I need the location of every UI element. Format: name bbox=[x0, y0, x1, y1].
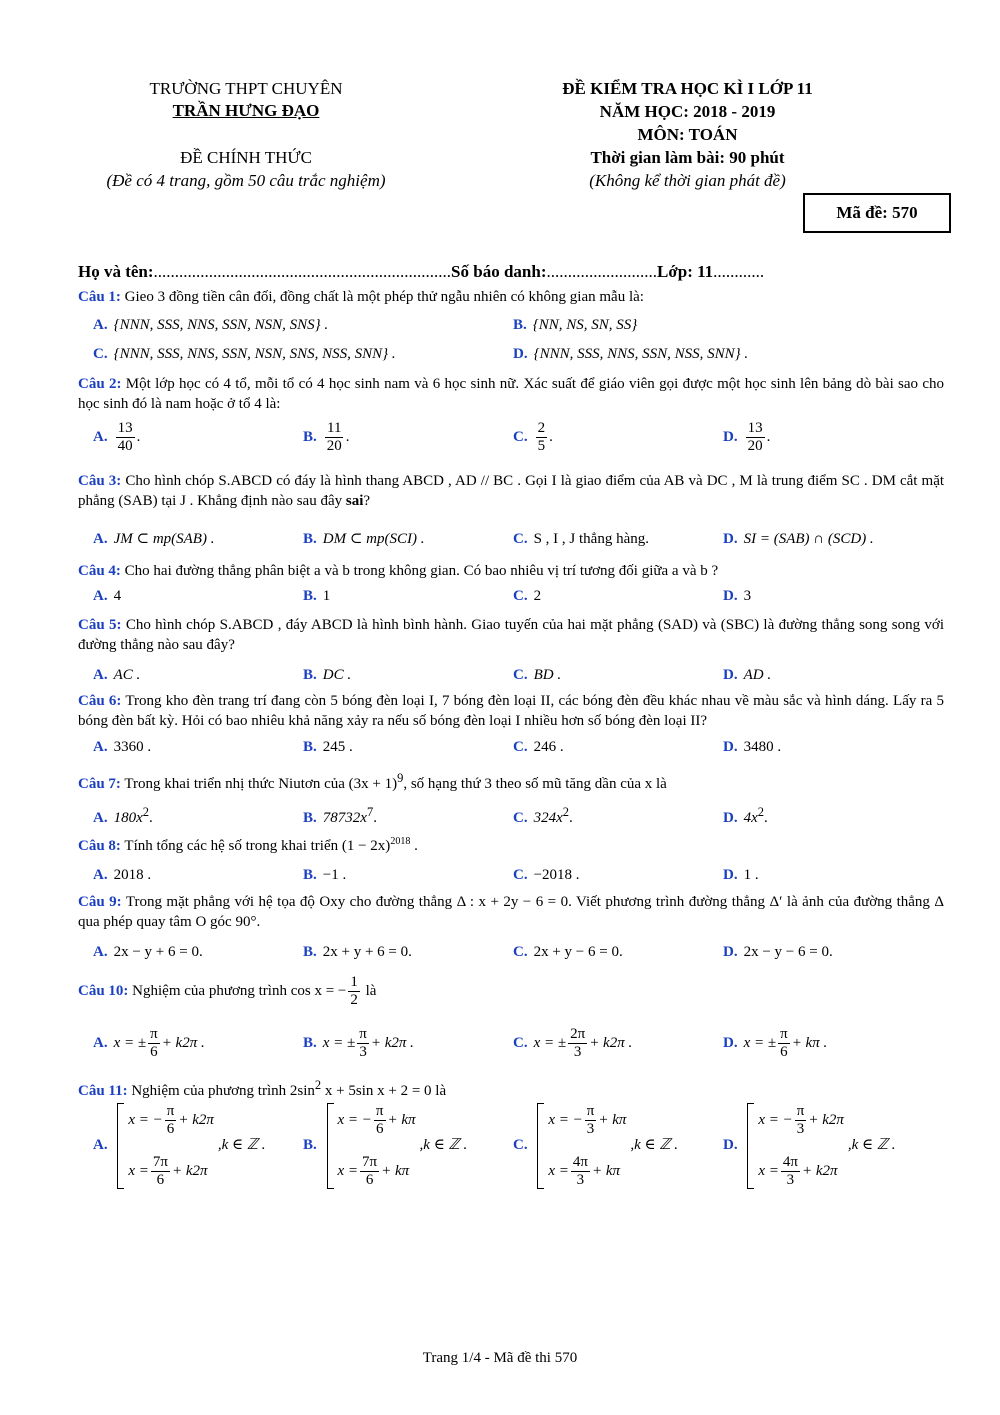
question-text: Cho hình chóp S.ABCD có đáy là hình thang ABCD , AD // BC . Gọi I là giao điểm của AB và DC , M là trung điểm SC . DM cắt mặt phẳng (SAB) tại J . Khẳng định nào sau đây bbox=[78, 473, 945, 509]
q8-option-a[interactable]: A. 2018 . bbox=[93, 867, 152, 883]
q1-option-d[interactable]: D. {NNN, SSS, NNS, SSN, NSS, SNN} . bbox=[513, 346, 749, 362]
question-text: Trong mặt phẳng với hệ tọa độ Oxy cho đường thẳng Δ : x + 2y − 6 = 0. Viết phương trình đường thẳng Δ′ là ảnh của đường thẳng Δ qua phép quay tâm O góc 90°. bbox=[78, 894, 945, 930]
page-footer: Trang 1/4 - Mã đề thi 570 bbox=[422, 1350, 578, 1366]
class-field[interactable]: ............ bbox=[713, 262, 765, 281]
question-number: Câu 4: bbox=[78, 563, 121, 579]
question-number: Câu 1: bbox=[78, 289, 121, 305]
q2-option-d[interactable]: D. $\frac{13}{20}$ . bbox=[723, 420, 771, 455]
student-info-line bbox=[78, 261, 948, 283]
question-number: Câu 7: bbox=[78, 776, 121, 792]
q9-option-d[interactable]: D. 2x − y − 6 = 0. bbox=[723, 944, 833, 960]
name-label: Họ và tên: bbox=[78, 262, 154, 281]
question-8: Câu 8: Tính tổng các hệ số trong khai triển $(1 - 2x)^{2018}$ . bbox=[78, 836, 418, 854]
question-text: Trong kho đèn trang trí đang còn 5 bóng đèn loại I, 7 bóng đèn loại II, các bóng đèn đều khác nhau về màu sắc và hình dáng. Lấy ra 5 bóng đèn bất kỳ. Hỏi có bao nhiêu khả năng xảy ra nếu số bóng đèn loại I nhiều hơn số bóng đèn loại II? bbox=[78, 693, 945, 729]
q11-option-b[interactable]: B. x = − $\frac{\pi}{6}$ + kπ x = $\frac{7\pi}{6}$ + kπ ,k ∈ ℤ . bbox=[303, 1103, 468, 1188]
class-label: Lớp: 11 bbox=[656, 262, 714, 281]
q10-option-d[interactable]: D. x = ± $\frac{\pi}{6}$ + kπ . bbox=[723, 1026, 828, 1061]
q5-option-a[interactable]: A. AC . bbox=[93, 667, 141, 683]
sbd-field[interactable]: .......................... bbox=[546, 262, 657, 281]
exam-time: Thời gian làm bài: 90 phút bbox=[590, 148, 785, 167]
q5-option-b[interactable]: B. DC . bbox=[303, 667, 352, 683]
q3-option-d[interactable]: D. SI = (SAB) ∩ (SCD) . bbox=[723, 531, 874, 547]
q1-option-b[interactable]: B. {NN, NS, SN, SS} bbox=[513, 317, 638, 333]
q5-option-d[interactable]: D. AD . bbox=[723, 667, 772, 683]
q6-option-c[interactable]: C. 246 . bbox=[513, 739, 564, 755]
name-field[interactable]: ...................................................................... bbox=[153, 262, 452, 281]
q10-option-a[interactable]: A. x = ± $\frac{\pi}{6}$ + k2π . bbox=[93, 1026, 205, 1061]
q7-option-c[interactable]: C. $324x^2$. bbox=[513, 805, 573, 826]
q11-option-d[interactable]: D. x = − $\frac{\pi}{3}$ + k2π x = $\frac{4\pi}{3}$ + k2π ,k ∈ ℤ . bbox=[723, 1103, 896, 1188]
question-11: Câu 11: Nghiệm của phương trình $2\sin^2$ x + 5sin x + 2 = 0 là bbox=[78, 1078, 447, 1099]
q4-option-d[interactable]: D. 3 bbox=[723, 588, 752, 604]
q6-option-d[interactable]: D. 3480 . bbox=[723, 739, 782, 755]
question-text: Gieo 3 đồng tiền cân đối, đồng chất là một phép thử ngẫu nhiên có không gian mẫu là: bbox=[124, 289, 644, 305]
q8-option-d[interactable]: D. 1 . bbox=[723, 867, 759, 883]
question-text: Trong khai triển nhị thức Niutơn của (3x + 1) bbox=[124, 776, 398, 792]
q6-option-b[interactable]: B. 245 . bbox=[303, 739, 353, 755]
q9-option-c[interactable]: C. 2x + y − 6 = 0. bbox=[513, 944, 623, 960]
q6-option-a[interactable]: A. 3360 . bbox=[93, 739, 152, 755]
question-3: Câu 3: Cho hình chóp S.ABCD có đáy là hình thang ABCD , AD // BC . Gọi I là giao điểm của AB và DC , M là trung điểm SC . DM cắt mặt phẳng (SAB) tại J . Khẳng định nào sau đây sai? bbox=[78, 473, 945, 509]
question-number: Câu 2: bbox=[78, 376, 122, 392]
q9-option-b[interactable]: B. 2x + y + 6 = 0. bbox=[303, 944, 412, 960]
q3-option-c[interactable]: C. S , I , J thẳng hàng. bbox=[513, 531, 650, 547]
question-9 bbox=[78, 893, 944, 932]
school-name-line1: TRƯỜNG THPT CHUYÊN bbox=[149, 79, 343, 98]
question-5 bbox=[78, 616, 944, 655]
question-number: Câu 9: bbox=[78, 894, 122, 910]
q7-option-b[interactable]: B. $78732x^7$. bbox=[303, 805, 377, 826]
q8-option-b[interactable]: B. −1 . bbox=[303, 867, 347, 883]
q11-option-c[interactable]: C. x = − $\frac{\pi}{3}$ + kπ x = $\frac{4\pi}{3}$ + kπ ,k ∈ ℤ . bbox=[513, 1103, 679, 1188]
question-emphasis: sai bbox=[345, 492, 364, 509]
question-2 bbox=[78, 375, 944, 414]
question-number: Câu 11: bbox=[78, 1083, 128, 1099]
q9-option-a[interactable]: A. 2x − y + 6 = 0. bbox=[93, 944, 203, 960]
question-number: Câu 10: bbox=[78, 983, 129, 1000]
question-text: Cho hai đường thẳng phân biệt a và b trong không gian. Có bao nhiêu vị trí tương đối giữa a và b ? bbox=[124, 563, 719, 579]
q3-option-a[interactable]: A. JM ⊂ mp(SAB) . bbox=[93, 531, 215, 547]
question-number: Câu 6: bbox=[78, 693, 122, 709]
q7-option-d[interactable]: D. $4x^2$. bbox=[723, 805, 768, 826]
q3-option-b[interactable]: B. DM ⊂ mp(SCI) . bbox=[303, 531, 425, 547]
time-note: (Không kể thời gian phát đề) bbox=[589, 171, 786, 190]
exam-title: ĐỀ KIỂM TRA HỌC KÌ I LỚP 11 bbox=[562, 79, 813, 98]
q4-option-a[interactable]: A. 4 bbox=[93, 588, 122, 604]
q2-option-a[interactable]: A. $\frac{13}{40}$ . bbox=[93, 420, 141, 455]
question-4 bbox=[78, 562, 944, 582]
question-10: Câu 10: Nghiệm của phương trình cos x = − $\frac{1}{2}$ là bbox=[78, 974, 377, 1009]
exam-code-box: Mã đề: 570 bbox=[803, 193, 951, 233]
school-name-line2: TRẦN HƯNG ĐẠO bbox=[172, 101, 320, 120]
q10-option-c[interactable]: C. x = ± $\frac{2\pi}{3}$ + k2π . bbox=[513, 1026, 633, 1061]
official-label: ĐỀ CHÍNH THỨC bbox=[180, 148, 312, 167]
subject: MÔN: TOÁN bbox=[637, 125, 738, 144]
school-year: NĂM HỌC: 2018 - 2019 bbox=[599, 102, 776, 121]
q2-option-b[interactable]: B. $\frac{11}{20}$ . bbox=[303, 420, 350, 455]
q1-option-c[interactable]: C. {NNN, SSS, NNS, SSN, NSN, SNS, NSS, SNN} . bbox=[93, 346, 396, 362]
q5-option-c[interactable]: C. BD . bbox=[513, 667, 562, 683]
question-text: Nghiệm của phương trình cos x = − bbox=[132, 983, 347, 1000]
q10-option-b[interactable]: B. x = ± $\frac{\pi}{3}$ + k2π . bbox=[303, 1026, 414, 1061]
question-1 bbox=[78, 288, 944, 308]
q1-option-a[interactable]: A. {NNN, SSS, NNS, SSN, NSN, SNS} . bbox=[93, 317, 329, 333]
sbd-label: Số báo danh: bbox=[451, 262, 547, 281]
question-text: Một lớp học có 4 tổ, mỗi tổ có 4 học sinh nam và 6 học sinh nữ. Xác suất để giáo viên gọi được một học sinh lên bảng dò bài sao cho học sinh đó là nam hoặc ở tổ 4 là: bbox=[78, 376, 945, 412]
question-text: Nghiệm của phương trình 2sin bbox=[131, 1083, 315, 1099]
question-text: Cho hình chóp S.ABCD , đáy ABCD là hình bình hành. Giao tuyến của hai mặt phẳng (SAD) và (SBC) là đường thẳng song song với đường thẳng nào sau đây? bbox=[78, 617, 945, 653]
question-number: Câu 3: bbox=[78, 473, 122, 489]
q4-option-b[interactable]: B. 1 bbox=[303, 588, 331, 604]
q11-option-a[interactable]: A. x = − $\frac{\pi}{6}$ + k2π x = $\frac{7\pi}{6}$ + k2π ,k ∈ ℤ . bbox=[93, 1103, 266, 1188]
q7-option-a[interactable]: A. $180x^2$. bbox=[93, 805, 153, 826]
question-number: Câu 5: bbox=[78, 617, 122, 633]
question-number: Câu 8: bbox=[78, 838, 121, 854]
q2-option-c[interactable]: C. $\frac{2}{5}$ . bbox=[513, 420, 553, 455]
question-7: Câu 7: Trong khai triển nhị thức Niutơn của $(3x + 1)^9$, số hạng thứ 3 theo số mũ tăng dần của x là bbox=[78, 771, 667, 792]
q4-option-c[interactable]: C. 2 bbox=[513, 588, 542, 604]
question-text: Tính tổng các hệ số trong khai triển (1 − 2x) bbox=[124, 838, 391, 854]
q8-option-c[interactable]: C. −2018 . bbox=[513, 867, 580, 883]
question-6 bbox=[78, 692, 944, 731]
pages-note: (Đề có 4 trang, gồm 50 câu trắc nghiệm) bbox=[106, 171, 386, 190]
